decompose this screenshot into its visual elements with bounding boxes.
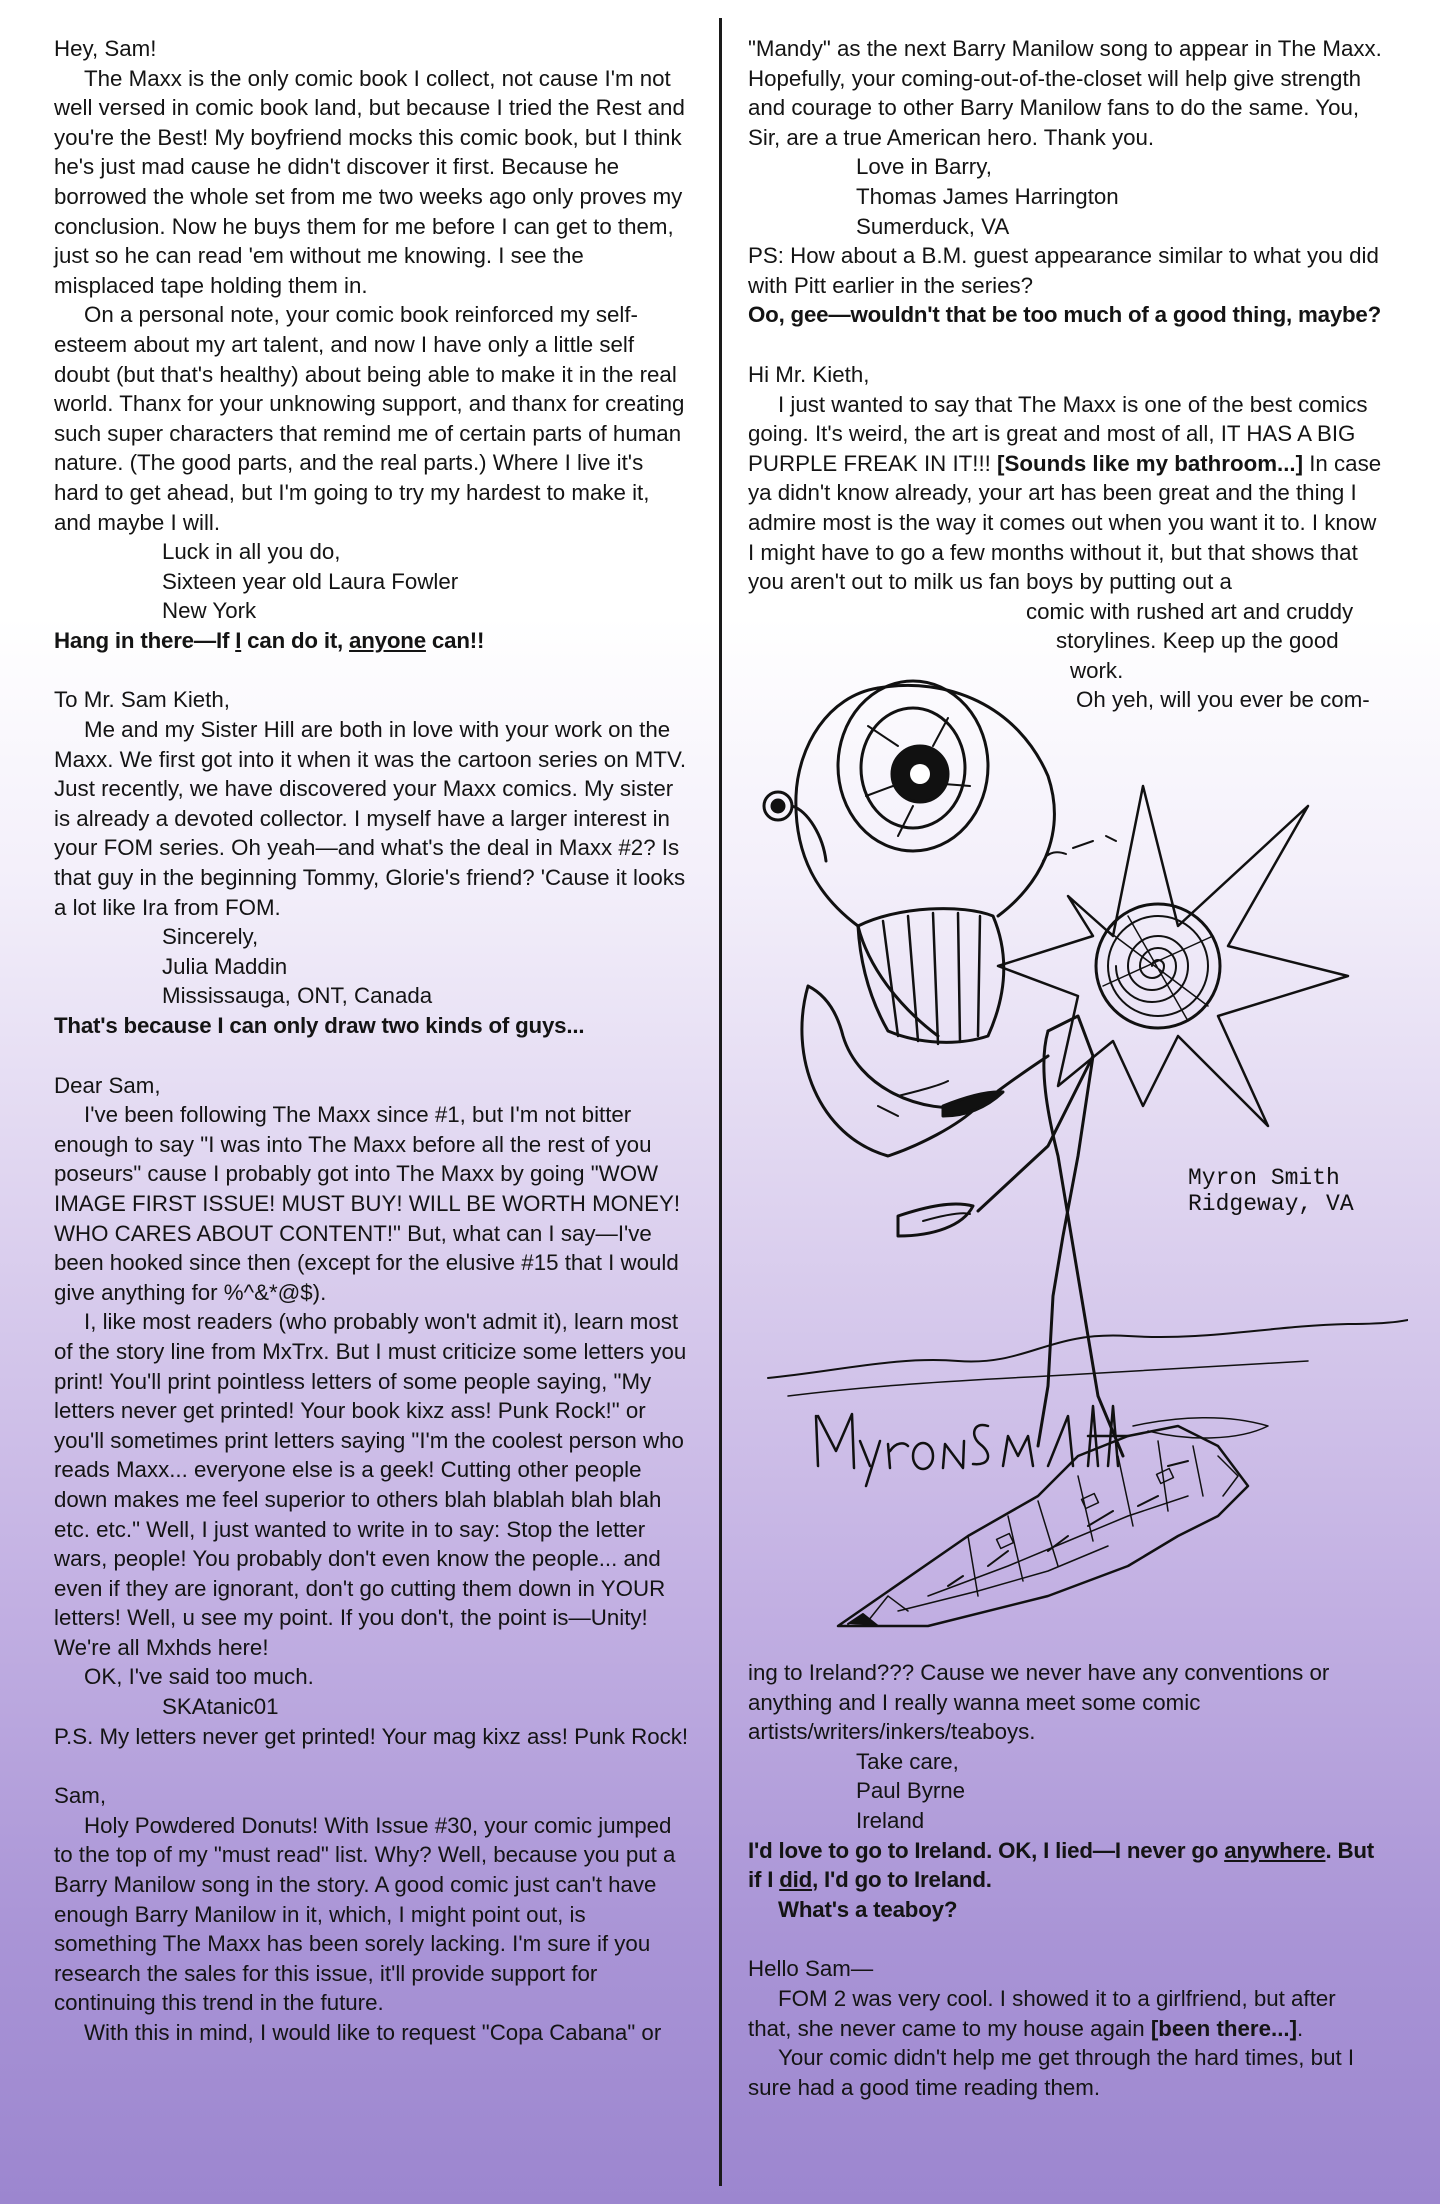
letter-closing: Take care, [856, 1748, 959, 1774]
letter-closing: Sincerely, [162, 924, 259, 950]
fan-artwork [748, 636, 1408, 1636]
left-column [54, 34, 690, 2048]
letter-signature: Thomas James Harrington [856, 183, 1119, 209]
letter-salutation: Sam, [54, 1783, 107, 1809]
editor-response: Oo, gee—wouldn't that be too much of a good thing, maybe? [748, 302, 1382, 328]
letter-postscript: PS: How about a B.M. guest appearance similar to what you did with Pitt earlier in the series? [748, 243, 1379, 298]
letter-paragraph: Me and my Sister Hill are both in love with your work on the Maxx. We first got into it when it was the cartoon series on MTV. Just recently, we have discovered your Maxx comics. My sister is already a devoted collector. I myself have a larger interest in your FOM series. Oh yeah—and what's the deal in Maxx #2? Is that guy in the beginning Tommy, Glorie's friend? 'Cause it looks a lot like Ira from FOM. [54, 717, 687, 920]
letter-paragraph: ing to Ireland??? Cause we never have any conventions or anything and I really wanna meet some comic artists/writers/inkers/teaboys. [748, 1660, 1330, 1745]
letter-paragraph: With this in mind, I would like to request "Copa Cabana" or [84, 2020, 662, 2045]
letter-signature: Sixteen year old Laura Fowler [162, 568, 459, 594]
editor-response: I'd love to go to Ireland. OK, I lied—I never go anywhere. But if I did, I'd go to Ireland. [748, 1837, 1374, 1893]
letter-location: New York [162, 598, 257, 624]
letter-salutation: Hi Mr. Kieth, [748, 361, 870, 387]
letter-paragraph: FOM 2 was very cool. I showed it to a girlfriend, but after that, she never came to my house again [been there...]. [748, 1986, 1336, 2041]
patterned-ground-drawing [838, 1426, 1248, 1626]
letter-salutation: Hello Sam— [748, 1956, 874, 1982]
letter-location: Sumerduck, VA [856, 213, 1010, 239]
letter-paragraph: I, like most readers (who probably won't admit it), learn most of the story line from MxTrx. But I must criticize some letters you print! You'll print pointless letters of some people saying, "My letters never get printed! Your book kixz ass! Punk Rock!" or you'll sometimes print letters saying "I'm the coolest person who reads Maxx... everyone else is a geek! Cutting other people down makes me feel superior to others blah blablah blah blah etc. etc." Well, I just wanted to write in to say: Stop the letter wars, people! You probably don't even know the people... and even if they are ignorant, don't go cutting them down in YOUR letters! Well, u see my point. If you don't, the point is—Unity! We're all Mxhds here! [54, 1309, 687, 1660]
letter-line: Oh yeh, will you ever be com- [1076, 687, 1370, 713]
editor-response: What's a teaboy? [778, 1896, 958, 1922]
letter-signature: Paul Byrne [856, 1778, 966, 1804]
letter-line: work. [1070, 657, 1124, 683]
letter-salutation: To Mr. Sam Kieth, [54, 687, 230, 713]
letter-paragraph: On a personal note, your comic book reinforced my self-esteem about my art talent, and now I have only a little self doubt (but that's healthy) about being able to make it in the real world. Thanx for your unknowing support, and thanx for creating such super characters that remind me of certain parts of human nature. (The good parts, and the real parts.) Where I live it's hard to get ahead, but I'm going to try my hardest to make it, and maybe I will. [54, 302, 685, 535]
editor-response: That's because I can only draw two kinds of guys... [54, 1013, 585, 1038]
letter-location: Mississauga, ONT, Canada [162, 983, 433, 1009]
letter-paragraph: I've been following The Maxx since #1, but I'm not bitter enough to say "I was into The Maxx before all the rest of you poseurs" cause I probably got into The Maxx by going "WOW IMAGE FIRST ISSUE! MUST BUY! WILL BE WORTH MONEY! WHO CARES ABOUT CONTENT!" But, what can I say—I've been hooked since then (except for the elusive #15 that I would give anything for %^&*@$). [54, 1102, 681, 1305]
letter-paragraph: I just wanted to say that The Maxx is one of the best comics going. It's weird, the art is great and most of all, IT HAS A BIG PURPLE FREAK IN IT!!! [Sounds like my bathroom...] In case ya didn't know already, your art has been great and the thing I admire most is the way it comes out when you want it to. I know I might have to go a few months without it, but that shows that you aren't out to milk us fan boys by putting out a [748, 391, 1382, 595]
editor-response: Hang in there—If I can do it, anyone can!! [54, 627, 485, 653]
figure-head-drawing [764, 681, 1054, 1036]
letter-line: storylines. Keep up the good [1056, 628, 1339, 654]
letter-location: Ireland [856, 1808, 925, 1834]
letter-salutation: Hey, Sam! [54, 36, 157, 61]
letter-line: comic with rushed art and cruddy [1026, 598, 1354, 624]
column-divider [719, 18, 722, 2186]
letter-closing: Luck in all you do, [162, 539, 341, 565]
letter-paragraph: Holy Powdered Donuts! With Issue #30, your comic jumped to the top of my "must read" list. Why? Well, because you put a Barry Manilow song in the story. A good comic just can't have enough Barry Manilow in it, which, I might point out, is something The Maxx has been sorely lacking. I'm sure if you research the sales for this issue, it'll provide support for continuing this trend in the future. [54, 1812, 676, 2016]
letter-closing: Love in Barry, [856, 154, 992, 180]
artwork-caption-location: Ridgeway, VA [1188, 1191, 1354, 1217]
letter-signature: SKAtanic01 [162, 1694, 279, 1720]
letter-paragraph: Your comic didn't help me get through the hard times, but I sure had a good time reading them. [748, 2045, 1355, 2100]
letter-salutation: Dear Sam, [54, 1072, 161, 1098]
letter-postscript: P.S. My letters never get printed! Your mag kixz ass! Punk Rock! [54, 1723, 689, 1749]
letter-paragraph: OK, I've said too much. [84, 1664, 314, 1690]
letter-paragraph: "Mandy" as the next Barry Manilow song to appear in The Maxx. Hopefully, your coming-out-of-the-closet will help give strength and courage to other Barry Manilow fans to do the same. You, Sir, are a true American hero. Thank you. [748, 36, 1382, 150]
artwork-caption-name: Myron Smith [1188, 1165, 1340, 1191]
letter-paragraph: The Maxx is the only comic book I collect, not cause I'm not well versed in comic book land, but because I tried the Rest and you're the Best! My boyfriend mocks this comic book, but I think he's just mad cause he didn't discover it first. Because he borrowed the whole set from me two weeks ago only proves my conclusion. Now he buys them for me before I can get to them, just so he can read 'em without me knowing. I see the misplaced tape holding them in. [54, 65, 685, 298]
letter-signature: Julia Maddin [162, 953, 288, 979]
